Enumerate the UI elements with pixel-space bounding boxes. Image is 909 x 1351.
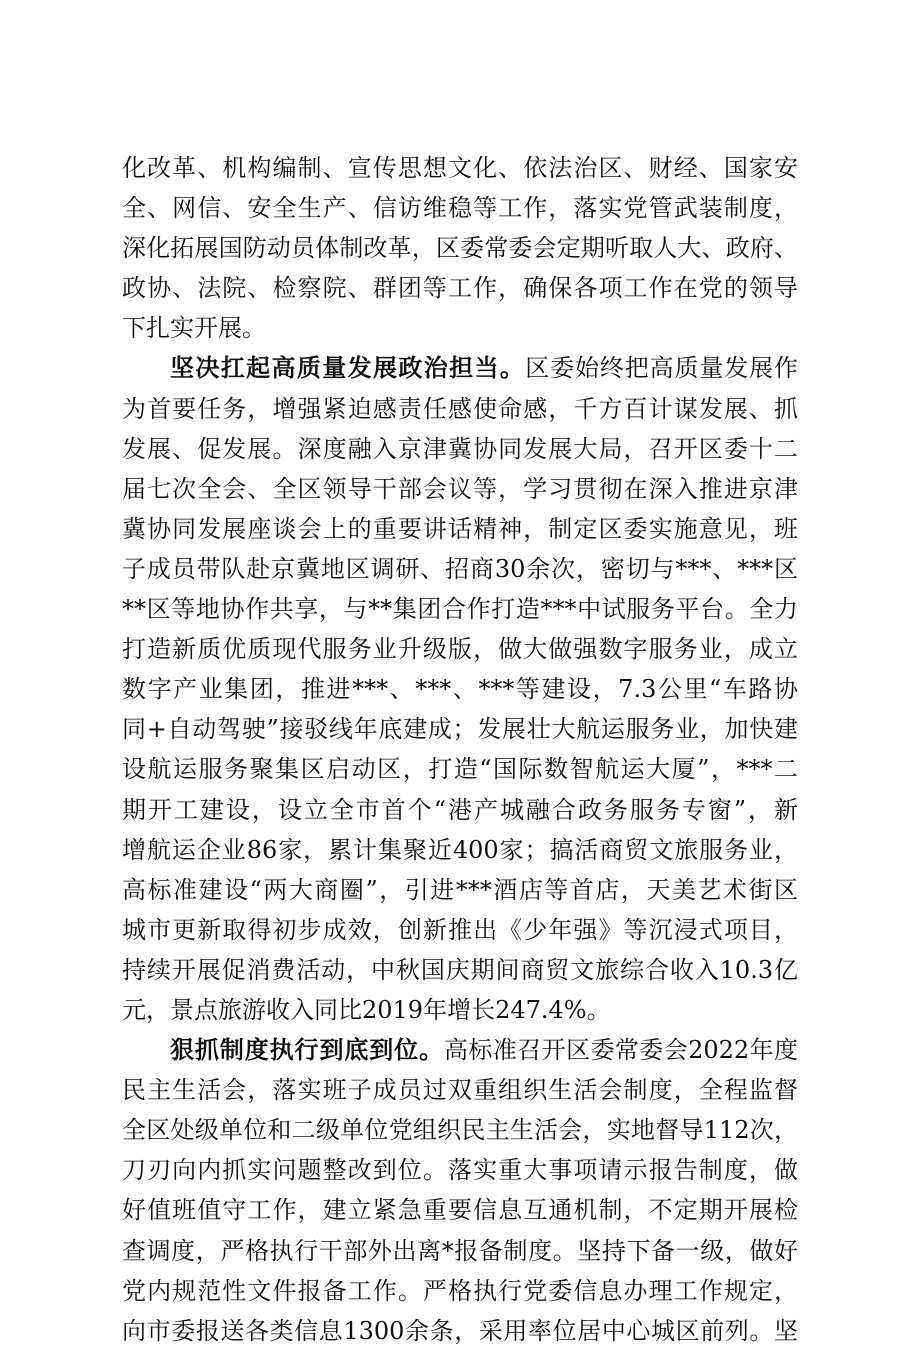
text-line: 民主生活会，落实班子成员过双重组织生活会制度，全程监督 bbox=[122, 1076, 798, 1105]
text-line: 增航运企业86家，累计集聚近400家；搞活商贸文旅服务业， bbox=[122, 835, 798, 864]
paragraph-2 bbox=[122, 348, 798, 1030]
paragraph-heading: 狠抓制度执行到底到位。 bbox=[170, 1036, 445, 1065]
text-line: 城市更新取得初步成效，创新推出《少年强》等沉浸式项目， bbox=[122, 915, 798, 944]
text-line: 向市委报送各类信息1300余条，采用率位居中心城区前列。坚 bbox=[122, 1316, 798, 1345]
text-line: 子成员带队赴京冀地区调研、招商30余次，密切与***、***区 bbox=[122, 554, 798, 583]
text-line: 下扎实开展。 bbox=[122, 314, 266, 343]
text-line: 为首要任务，增强紧迫感责任感使命感，千方百计谋发展、抓 bbox=[122, 394, 798, 423]
text-line: 刀刃向内抓实问题整改到位。落实重大事项请示报告制度，做 bbox=[122, 1156, 798, 1185]
text-line: 设航运服务聚集区启动区，打造“国际数智航运大厦”，***二 bbox=[122, 755, 798, 784]
text-line: 政协、法院、检察院、群团等工作，确保各项工作在党的领导 bbox=[122, 274, 798, 303]
text-line: 持续开展促消费活动，中秋国庆期间商贸文旅综合收入10.3亿 bbox=[122, 955, 798, 984]
text-line: 打造新质优质现代服务业升级版，做大做强数字服务业，成立 bbox=[122, 635, 798, 664]
text-line: 全区处级单位和二级单位党组织民主生活会，实地督导112次， bbox=[122, 1116, 798, 1145]
text-line: **区等地协作共享，与**集团合作打造***中试服务平台。全力 bbox=[122, 595, 798, 624]
text-line: 化改革、机构编制、宣传思想文化、依法治区、财经、国家安 bbox=[122, 154, 798, 182]
paragraph-heading: 坚决扛起高质量发展政治担当。 bbox=[170, 354, 526, 383]
text-line: 深化拓展国防动员体制改革，区委常委会定期听取人大、政府、 bbox=[122, 234, 798, 263]
paragraph-first-line bbox=[122, 1030, 798, 1070]
text-line: 查调度，严格执行干部外出离*报备制度。坚持下备一级，做好 bbox=[122, 1236, 798, 1265]
text-run: 区委始终把高质量发展作 bbox=[525, 354, 798, 383]
paragraph-first-line bbox=[122, 348, 798, 388]
document-body bbox=[122, 148, 798, 1351]
text-run: 高标准召开区委常委会2022年度 bbox=[444, 1036, 799, 1065]
paragraph-1 bbox=[122, 148, 798, 348]
text-line: 元，景点旅游收入同比2019年增长247.4%。 bbox=[122, 995, 611, 1024]
text-line: 好值班值守工作，建立紧急重要信息互通机制，不定期开展检 bbox=[122, 1196, 798, 1225]
text-line: 期开工建设，设立全市首个“港产城融合政务服务专窗”，新 bbox=[122, 795, 798, 824]
text-line: 全、网信、安全生产、信访维稳等工作，落实党管武装制度， bbox=[122, 194, 798, 223]
text-line: 数字产业集团，推进***、***、***等建设，7.3公里“车路协 bbox=[122, 675, 798, 704]
text-line: 党内规范性文件报备工作。严格执行党委信息办理工作规定， bbox=[122, 1276, 798, 1305]
text-line: 届七次全会、全区领导干部会议等，学习贯彻在深入推进京津 bbox=[122, 474, 798, 503]
text-line: 冀协同发展座谈会上的重要讲话精神，制定区委实施意见，班 bbox=[122, 514, 798, 543]
text-line: 高标准建设“两大商圈”，引进***酒店等首店，天美艺术街区 bbox=[122, 875, 798, 904]
paragraph-3 bbox=[122, 1030, 798, 1351]
text-line: 同+自动驾驶”接驳线年底建成；发展壮大航运服务业，加快建 bbox=[122, 715, 798, 744]
text-line: 发展、促发展。深度融入京津冀协同发展大局，召开区委十二 bbox=[122, 434, 798, 463]
